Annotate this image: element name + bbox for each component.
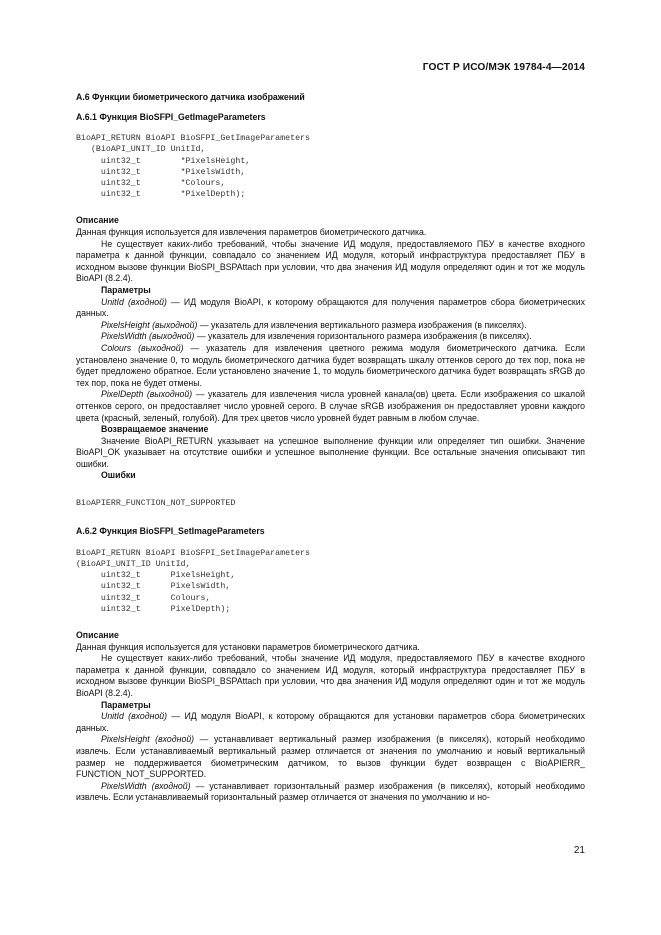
param-colours [76, 343, 585, 389]
param-name: UnitId (входной) [101, 711, 168, 722]
description-heading: Описание [76, 630, 119, 641]
description-text: Данная функция используется для извлечения параметров биометрического датчика. [76, 227, 427, 237]
code-line: uint32_t PixelDepth); [81, 604, 231, 614]
code-line: (BioAPI_UNIT_ID UnitId, [81, 145, 206, 155]
description-text: Данная функция используется для установки параметров биометрического датчика. [76, 641, 420, 652]
param-name: Colours (выходной) [101, 342, 184, 353]
error-code: BioAPIERR_FUNCTION_NOT_SUPPORTED [76, 499, 236, 509]
code-line: uint32_t PixelsWidth, [81, 582, 231, 592]
subsection-heading-get: A.6.1 Функция BioSFPI_GetImageParameters [76, 111, 266, 122]
code-block-get [76, 133, 585, 200]
param-text: — ИД модуля BioAPI, к которому обращаются для получения параметров сбора биометрических данных. [76, 296, 585, 319]
parameters-heading: Параметры [101, 699, 151, 710]
param-name: UnitId (входной) [101, 296, 167, 307]
param-name: PixelsHeight (входной) [101, 734, 195, 745]
code-line: uint32_t *PixelDepth); [81, 190, 246, 200]
errors-heading: Ошибки [101, 470, 136, 481]
param-text: — указатель для извлечения цветного режима модуля биометрического датчика. Если установлено значение 0, то модуль биометрического датчика будет возвращать шкалу оттенков серого до тех пор, пока не будет предложено обратное. Если установлено значение 1, то модуль биометрического датчика будет возвращать sRGB до тех пор, пока не будет отмены. [76, 342, 585, 388]
code-line: uint32_t Colours, [81, 593, 211, 603]
param-pixeldepth [76, 389, 585, 424]
param-unitid [76, 711, 585, 734]
code-line: uint32_t *PixelsHeight, [81, 156, 251, 166]
param-text: — указатель для извлечения вертикального размера изображения (в пикселях). [197, 319, 527, 330]
description-text: Не существует каких-либо требований, чтобы значение ИД модуля, предоставляемого ПБУ в качестве входного параметра к данной функции, совпадало со значением ИД модуля, который инфраструктура предоставляет ПБУ в исходном вызове функции BioSPI_BSPAttach при условии, что два значения ИД модуля определяют один и тот же модуль BioAPI (8.2.4). [76, 653, 585, 699]
param-text: — устанавливает горизонтальный размер изображения (в пикселях), который необходимо извлечь. Если устанавливаемый горизонтальный размер отличается от значения по умолчанию и но- [76, 780, 586, 803]
document-body [76, 92, 585, 804]
param-name: PixelDepth (выходной) [101, 389, 193, 400]
document-header: ГОСТ Р ИСО/МЭК 19784-4—2014 [422, 62, 585, 73]
param-pixelsheight [76, 734, 585, 780]
param-pixelsheight [76, 320, 585, 332]
return-value-heading: Возвращаемое значение [101, 424, 209, 435]
param-text: — указатель для извлечения числа уровней канала(ов) цвета. Если изображения со шкалой оттенков серого, он предоставляет число уровней серого. В случае sRGB изображения он предоставляет уровни каждого цвета (красный, зеленый, голубой). Для трех цветов число уровней будет равным в любом случае. [76, 389, 586, 423]
description-heading: Описание [76, 215, 119, 226]
code-line: (BioAPI_UNIT_ID UnitId, [76, 560, 191, 570]
parameters-heading: Параметры [101, 284, 151, 295]
code-line: BioAPI_RETURN BioAPI BioSFPI_GetImageParameters [76, 134, 311, 144]
code-line: uint32_t *Colours, [81, 179, 226, 188]
param-unitid [76, 297, 585, 320]
page-number: 21 [573, 845, 585, 856]
param-name: PixelsWidth (выходной) [101, 331, 195, 342]
code-block-set [76, 548, 585, 615]
return-value-text: Значение BioAPI_RETURN указывает на успешное выполнение функции или определяет тип ошибки. Значение BioAPI_OK указывает на отсутствие ошибки и успешное выполнение функции. Все остальные значения описывают тип ошибки. [76, 435, 585, 469]
section-heading: A.6 Функции биометрического датчика изображений [76, 92, 305, 102]
code-line: uint32_t *PixelsWidth, [81, 167, 246, 177]
param-name: PixelsWidth (входной) [101, 780, 191, 791]
param-text: — указатель для извлечения горизонтального размера изображения (в пикселях). [194, 331, 532, 342]
description-text: Не существует каких-либо требований, чтобы значение ИД модуля, предоставляемого ПБУ в качестве входного параметра к данной функции, совпадало со значением ИД модуля, который инфраструктура предоставляет ПБУ в исходном вызове функции BioSPI_BSPAttach при условии, что два значения ИД модуля определяют один и тот же модуль BioAPI (8.2.4). [76, 238, 585, 284]
param-name: PixelsHeight (выходной) [101, 319, 198, 330]
param-pixelswidth [76, 781, 585, 804]
param-text: — ИД модуля BioAPI, к которому обращаются для установки параметров сбора биометрических данных. [76, 711, 585, 733]
subsection-heading-set: A.6.2 Функция BioSFPI_SetImageParameters [76, 526, 265, 537]
param-pixelswidth [76, 331, 585, 343]
code-line: BioAPI_RETURN BioAPI BioSFPI_SetImageParameters [76, 548, 311, 558]
code-line: uint32_t PixelsHeight, [81, 571, 236, 581]
param-text: — устанавливает вертикальный размер изображения (в пикселях), который необходимо извлечь. Если устанавливаемый вертикальный размер отличается от значения по умолчанию и новый вертикальный размер не поддерживается биометрическим датчиком, то вызов функции будет возвращен с BioAPIERR_ FUNCTION_NOT_SUPPORTED. [76, 734, 585, 780]
